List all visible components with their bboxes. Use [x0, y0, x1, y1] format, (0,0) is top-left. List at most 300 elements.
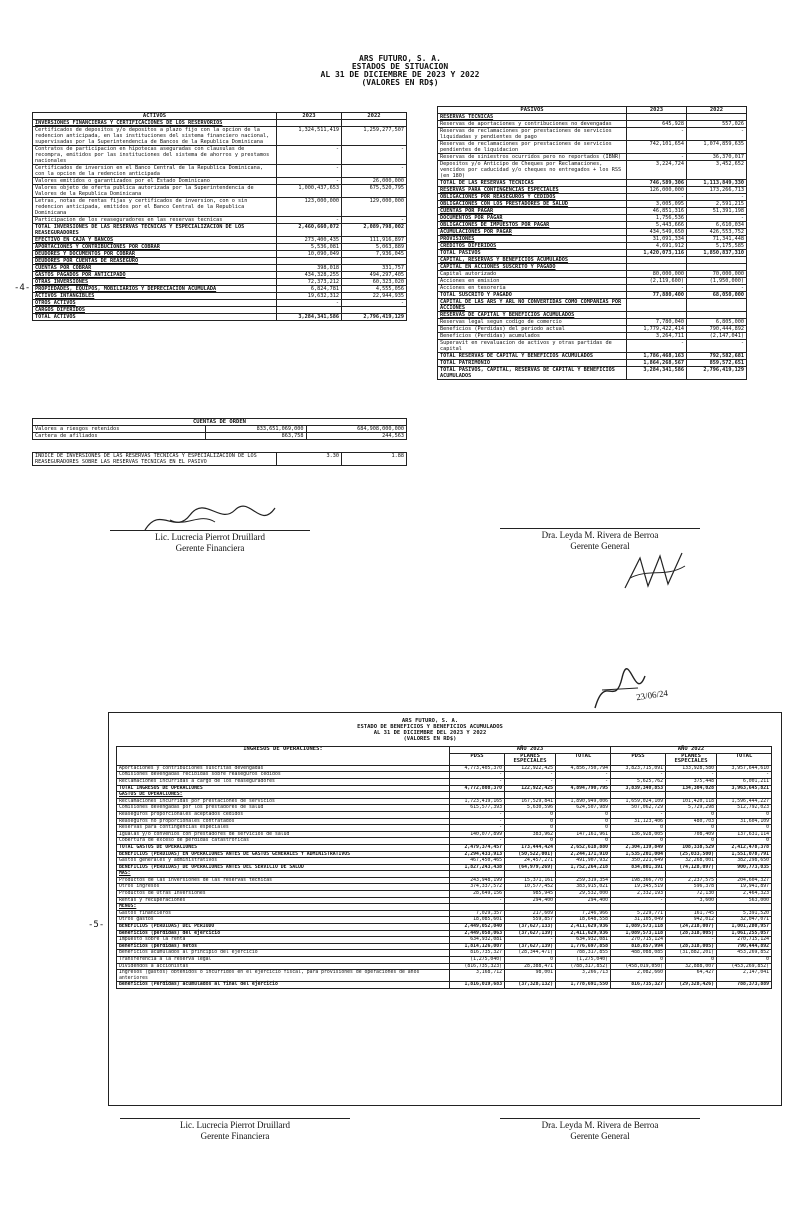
- row-value: 1,814,126,007: [450, 943, 505, 950]
- row-value: 60,323,020: [342, 279, 407, 286]
- row-value: [611, 904, 666, 911]
- row-label: DOCUMENTOS POR PAGAR: [438, 215, 627, 222]
- p1-unit-line: (VALORES EN RD$): [361, 78, 439, 87]
- row-value: 3,266,713: [556, 970, 611, 982]
- row-value: 6,805,000: [687, 319, 747, 326]
- row-value: 1,324,511,419: [277, 127, 342, 146]
- row-value: 7,029,357: [450, 910, 505, 917]
- row-label: Beneficios (Perdidas) del periodo actual: [438, 326, 627, 333]
- row-label: Comisiones devengadas recibidas sobre reaseguros cedidos: [117, 772, 450, 779]
- col-head-4: PDSS: [611, 753, 666, 765]
- liability-row: [438, 194, 747, 201]
- col-head-5: PLANES ESPECIALES: [666, 753, 717, 765]
- row-label: BENEFICIOS (PERDIDAS) DEL PERIODO: [117, 924, 450, 931]
- p1-page-marker: -4-: [14, 283, 31, 293]
- row-value: 24,457,271: [505, 858, 556, 865]
- row-label: BENEFICIOS (PERDIDAS) DE OPERACIONES ANTES DEL SERVICIO DE SALUD: [117, 864, 450, 871]
- row-value: 2,412,478,378: [717, 844, 772, 851]
- signature-scribble-right: [620, 548, 690, 593]
- p2-page-marker: -5-: [88, 920, 105, 930]
- row-value: 1,000,437,653: [277, 185, 342, 198]
- p2-unit-line: (VALORES EN RD$): [403, 736, 457, 742]
- p1-sig-right-title: Gerente General: [570, 541, 630, 551]
- p2-sig-right: [490, 1120, 710, 1142]
- row-label: Reservas de siniestros ocurridos pero no reportados (IBNR): [438, 154, 627, 161]
- p2-sig-left: [120, 1120, 350, 1142]
- row-value: [611, 871, 666, 878]
- row-label: EFECTIVO EN CAJA Y BANCOS: [33, 237, 277, 244]
- income-row: [117, 864, 772, 871]
- row-label: Beneficios (perdidas) netos: [117, 943, 450, 950]
- row-value: [717, 871, 772, 878]
- row-value: -: [277, 165, 342, 178]
- income-first-head: INGRESOS DE OPERACIONES:: [117, 747, 450, 766]
- income-row: [117, 851, 772, 858]
- index-label: INDICE DE INVERSIONES DE LAS RESERVAS TECNICAS Y ESPECIALIZACION DE LOS REASEGURADORES SOBRE LAS RESERVAS TECNICAS EN EL PASIVO: [33, 453, 277, 466]
- row-value: 0: [666, 838, 717, 845]
- row-value: 374,337,572: [450, 884, 505, 891]
- row-value: [505, 871, 556, 878]
- row-value: 3,284,341,586: [277, 314, 342, 321]
- income-row: [117, 818, 772, 825]
- row-label: Cartera de afiliados: [33, 433, 206, 440]
- row-value: 167,529,841: [505, 798, 556, 805]
- row-value: 3,284,341,586: [627, 367, 687, 380]
- row-value: 1,259,277,507: [342, 127, 407, 146]
- col-head-2: PLANES ESPECIALES: [505, 753, 556, 765]
- row-value: 204,604,327: [717, 877, 772, 884]
- row-label: DEUDORES Y DOCUMENTOS POR COBRAR: [33, 251, 277, 258]
- row-value: 137,631,114: [717, 831, 772, 838]
- asset-row: [33, 307, 407, 314]
- liability-row: [438, 229, 747, 236]
- row-value: 512,792,023: [717, 805, 772, 812]
- row-value: 1,776,697,858: [556, 943, 611, 950]
- row-value: 742,101,654: [627, 141, 687, 154]
- row-value: 5,536,081: [277, 244, 342, 251]
- row-value: 1,113,849,330: [687, 180, 747, 187]
- row-label: TOTAL ACTIVOS: [33, 314, 277, 321]
- p2-company: ARS FUTURO, S. A.: [401, 718, 459, 724]
- liability-row: [438, 292, 747, 299]
- liability-row: [438, 222, 747, 229]
- row-value: [717, 792, 772, 799]
- row-value: -: [505, 778, 556, 785]
- row-value: 3,839,340,853: [611, 785, 666, 792]
- row-value: 816,735,327: [611, 982, 666, 989]
- row-label: Productos de las inversiones de las reservas tecnicas: [117, 877, 450, 884]
- row-value: 1,850,837,310: [687, 250, 747, 257]
- row-value: (816,735,323): [450, 963, 505, 970]
- row-value: [627, 264, 687, 271]
- row-value: -: [687, 128, 747, 141]
- row-label: Certificados de depositos y/o depositos a plazo fijo con la opcion de la redencion anticipada, en las instituciones del sistema financiero nacional, supervisadas por la Superintendencia de Bancos de la Republica Dominicana: [33, 127, 277, 146]
- income-row: [117, 785, 772, 792]
- row-value: 7,780,040: [627, 319, 687, 326]
- row-value: 259,319,354: [556, 877, 611, 884]
- row-value: 624,507,989: [556, 805, 611, 812]
- row-value: 19,632,312: [277, 293, 342, 300]
- row-label: Valores a riesgos retenidos: [33, 426, 206, 433]
- liability-row: [438, 333, 747, 340]
- col-head-6: TOTAL: [717, 753, 772, 765]
- row-value: 0: [717, 838, 772, 845]
- row-value: [505, 904, 556, 911]
- row-value: 123,000,000: [277, 198, 342, 217]
- row-value: -: [687, 285, 747, 292]
- row-value: 3,224,724: [627, 161, 687, 180]
- liability-row: [438, 243, 747, 250]
- row-value: 64,427: [666, 970, 717, 982]
- row-label: Otros ingresos: [117, 884, 450, 891]
- row-value: 2,479,374,457: [450, 844, 505, 851]
- row-value: 71,341,448: [687, 236, 747, 243]
- col-head-3: TOTAL: [556, 753, 611, 765]
- p1-date-line: AL 31 DE DICIEMBRE DE 2023 Y 2022: [320, 70, 480, 79]
- row-value: 31,123,406: [611, 818, 666, 825]
- row-label: Valores emitidos o garantizados por el Estado Dominicano: [33, 178, 277, 185]
- row-value: 557,026: [687, 121, 747, 128]
- row-value: 0: [717, 825, 772, 832]
- row-value: 134,304,028: [666, 785, 717, 792]
- liability-row: [438, 257, 747, 264]
- row-value: 5,729,298: [666, 805, 717, 812]
- row-value: 111,916,897: [342, 237, 407, 244]
- row-value: (458,019,050): [611, 963, 666, 970]
- p1-company: ARS FUTURO, S. A.: [359, 54, 441, 63]
- row-value: [687, 264, 747, 271]
- row-label: TOTAL INGRESOS DE OPERACIONES: [117, 785, 450, 792]
- row-value: 6,610,034: [687, 222, 747, 229]
- row-label: TOTAL SUSCRITO Y PAGADO: [438, 292, 627, 299]
- row-label: ACTIVOS INTANGIBLES: [33, 293, 277, 300]
- p1-title: ESTADOS DE SITUACION: [351, 62, 449, 71]
- row-label: INVERSIONES FINANCIERAS Y CERTIFICACIONES DE LOS RESERVORIOS: [33, 120, 277, 127]
- row-label: BENEFICIOS (PERDIDAS) EN OPERACIONES ANTES DE GASTOS GENERALES Y ADMINISTRATIVOS: [117, 851, 450, 858]
- row-value: 19,345,519: [611, 884, 666, 891]
- income-row: [117, 924, 772, 931]
- assets-year-a: 2023: [277, 113, 342, 120]
- row-value: 634,932,081: [450, 937, 505, 944]
- row-value: 0: [666, 957, 717, 964]
- row-value: 147,161,961: [556, 831, 611, 838]
- row-value: 51,391,198: [687, 208, 747, 215]
- row-label: Transferencia a la reserva legal: [117, 957, 450, 964]
- asset-row: [33, 272, 407, 279]
- row-value: 494,297,405: [342, 272, 407, 279]
- p2-header: [330, 718, 530, 742]
- income-row: [117, 917, 772, 924]
- row-value: 2,449,052,040: [450, 924, 505, 931]
- row-value: 270,715,124: [611, 937, 666, 944]
- liability-row: [438, 353, 747, 360]
- p2-sig-right-title: Gerente General: [570, 1131, 630, 1141]
- liability-row: [438, 208, 747, 215]
- row-value: 98,001: [505, 970, 556, 982]
- row-value: 72,130: [666, 891, 717, 898]
- row-value: 675,520,795: [342, 185, 407, 198]
- memo-row: [33, 433, 407, 440]
- row-value: 0: [717, 957, 772, 964]
- row-label: TOTAL DE LAS RESERVAS TECNICAS: [438, 180, 627, 187]
- row-value: (24,218,007): [666, 924, 717, 931]
- row-value: 383,962: [505, 831, 556, 838]
- row-label: PROPIEDADES, EQUIPOS, MOBILIARIOS Y DEPRECIACION ACUMULADA: [33, 286, 277, 293]
- row-value: (64,979,269): [505, 864, 556, 871]
- row-label: GASTOS DE OPERACIONES:: [117, 792, 450, 799]
- row-value: 173,444,424: [505, 844, 556, 851]
- row-value: (28,318,005): [666, 930, 717, 937]
- stamp-date: 23/06/24: [635, 687, 669, 703]
- row-value: 634,932,081: [556, 937, 611, 944]
- income-row: [117, 778, 772, 785]
- row-value: 708,409: [666, 831, 717, 838]
- row-value: 122,922,425: [505, 785, 556, 792]
- row-label: Reaseguros no proporcionales contratados: [117, 818, 450, 825]
- row-label: ACUMULACIONES POR PAGAR: [438, 229, 627, 236]
- p2-sig-left-name: Lic. Lucrecia Pierrot Druillard: [180, 1120, 290, 1130]
- row-value: 790,444,892: [687, 326, 747, 333]
- asset-row: [33, 120, 407, 127]
- row-value: 0: [505, 838, 556, 845]
- liability-row: [438, 340, 747, 353]
- row-value: 1,551,078,791: [717, 851, 772, 858]
- row-value: (37,627,139): [505, 930, 556, 937]
- row-value: -: [611, 772, 666, 779]
- income-row: [117, 982, 772, 989]
- income-row: [117, 798, 772, 805]
- row-label: Rentas y recuperaciones: [117, 897, 450, 904]
- row-value: 900,773,035: [717, 864, 772, 871]
- row-value: [342, 307, 407, 314]
- row-label: Acciones en emision: [438, 278, 627, 285]
- row-value: -: [666, 937, 717, 944]
- row-value: 382,298,650: [717, 858, 772, 865]
- asset-row: [33, 178, 407, 185]
- row-value: -: [556, 778, 611, 785]
- row-value: 3,264,711: [627, 333, 687, 340]
- income-row: [117, 904, 772, 911]
- row-value: 1,001,280,957: [717, 924, 772, 931]
- income-row: [117, 891, 772, 898]
- row-value: [627, 299, 687, 312]
- row-value: 0: [611, 838, 666, 845]
- row-label: OBLIGACIONES POR REASEGUROS Y CEDIDOS: [438, 194, 627, 201]
- income-row: [117, 884, 772, 891]
- row-value: 80,000,000: [627, 271, 687, 278]
- p1-header: [300, 55, 500, 87]
- row-value: [342, 258, 407, 265]
- row-value: -: [450, 838, 505, 845]
- row-value: 942,012: [666, 917, 717, 924]
- row-value: 434,328,255: [277, 272, 342, 279]
- row-value: 0: [505, 957, 556, 964]
- row-value: -: [277, 300, 342, 307]
- row-value: [450, 904, 505, 911]
- row-value: 4,555,056: [342, 286, 407, 293]
- income-row: [117, 930, 772, 937]
- row-value: 684,908,000,000: [306, 426, 406, 433]
- row-value: 1,061,255,057: [717, 930, 772, 937]
- assets-header: ACTIVOS: [33, 113, 277, 120]
- row-label: Reservas de reclamaciones por prestaciones de servicios liquidadas y pendientes de pago: [438, 128, 627, 141]
- income-row: [117, 765, 772, 772]
- row-label: Valores objeto de oferta publica autorizada por la Superintendencia de Valores de la Republica Dominicana: [33, 185, 277, 198]
- row-value: 3,957,644,610: [717, 765, 772, 772]
- p2-sig-left-title: Gerente Financiera: [200, 1131, 270, 1141]
- row-value: 7,246,966: [556, 910, 611, 917]
- row-value: 32,888,007: [666, 963, 717, 970]
- income-table: [116, 746, 772, 989]
- row-value: 198,366,770: [611, 877, 666, 884]
- row-value: [717, 904, 772, 911]
- row-value: 5,175,585: [687, 243, 747, 250]
- row-label: CAPITAL DE LAS ARS Y ARL NO CONVERTIDAS COMO COMPAÑIAS POR ACCIONES: [438, 299, 627, 312]
- row-value: 15,371,161: [505, 877, 556, 884]
- row-value: -: [342, 300, 407, 307]
- index-table: [32, 452, 407, 466]
- row-label: CUENTAS POR PAGAR: [438, 208, 627, 215]
- row-value: [556, 871, 611, 878]
- row-value: 491,907,932: [556, 858, 611, 865]
- row-value: 5,443,666: [627, 222, 687, 229]
- row-value: 0: [717, 811, 772, 818]
- row-value: 273,400,435: [277, 237, 342, 244]
- row-value: 7,936,045: [342, 251, 407, 258]
- row-label: Reservas legal segun codigo de comercio: [438, 319, 627, 326]
- row-value: 3,005,095: [627, 201, 687, 208]
- liability-row: [438, 264, 747, 271]
- income-year-a: AÑO 2023: [450, 747, 611, 754]
- row-label: Comisiones devengadas por los prestadores de salud: [117, 805, 450, 812]
- asset-row: [33, 244, 407, 251]
- row-value: 383,915,021: [556, 884, 611, 891]
- row-value: 3,452,652: [687, 161, 747, 180]
- row-value: 559,857: [505, 917, 556, 924]
- row-value: 129,000,000: [342, 198, 407, 217]
- row-label: TOTAL PATRIMONIO: [438, 360, 627, 367]
- income-row: [117, 825, 772, 832]
- row-value: 31,091,334: [627, 236, 687, 243]
- asset-row: [33, 198, 407, 217]
- row-value: 818,857,994: [611, 943, 666, 950]
- row-value: 2,449,058,063: [450, 930, 505, 937]
- row-value: (1,275,040): [556, 957, 611, 964]
- row-value: 5,229,771: [611, 910, 666, 917]
- row-value: 2,294,433,913: [450, 851, 505, 858]
- row-value: -: [687, 194, 747, 201]
- row-label: TOTAL PASIVOS: [438, 250, 627, 257]
- row-value: 507,062,729: [611, 805, 666, 812]
- liability-row: [438, 319, 747, 326]
- row-value: 173,266,713: [687, 187, 747, 194]
- row-label: RESERVAS PARA CONTINGENCIAS ESPECIALES: [438, 187, 627, 194]
- assets-table: [32, 112, 407, 321]
- row-value: 0: [505, 811, 556, 818]
- row-label: Impuesto sobre la renta: [117, 937, 450, 944]
- row-value: 126,000,000: [627, 187, 687, 194]
- row-value: 480,703: [666, 818, 717, 825]
- liability-row: [438, 121, 747, 128]
- row-value: 2,082,660: [611, 970, 666, 982]
- row-value: (1,275,040): [450, 957, 505, 964]
- row-label: TOTAL PASIVOS, CAPITAL, RESERVAS DE CAPITAL Y BENEFICIOS ACUMULADOS: [438, 367, 627, 380]
- row-value: -: [687, 340, 747, 353]
- row-value: [556, 904, 611, 911]
- row-value: [611, 792, 666, 799]
- row-value: 833,651,069,000: [206, 426, 306, 433]
- liability-row: [438, 278, 747, 285]
- row-value: 108,338,529: [666, 844, 717, 851]
- row-value: [627, 257, 687, 264]
- row-value: -: [277, 217, 342, 224]
- p2-sig-left-line: [120, 1118, 350, 1119]
- row-value: 863,758: [206, 433, 306, 440]
- income-row: [117, 844, 772, 851]
- liability-row: [438, 312, 747, 319]
- row-label: Acciones en tesoreria: [438, 285, 627, 292]
- row-label: OTROS ACTIVOS: [33, 300, 277, 307]
- row-value: 10,090,049: [277, 251, 342, 258]
- row-value: (37,627,139): [505, 943, 556, 950]
- row-value: (50,522,001): [505, 851, 556, 858]
- row-value: 859,572,651: [687, 360, 747, 367]
- row-value: -: [277, 146, 342, 165]
- row-value: (29,328,426): [666, 982, 717, 989]
- income-row: [117, 792, 772, 799]
- row-value: 5,063,889: [342, 244, 407, 251]
- row-value: 77,880,400: [627, 292, 687, 299]
- row-value: 0: [666, 811, 717, 818]
- row-value: (1,950,000): [687, 278, 747, 285]
- row-label: Depositos y/o Anticipo de Cheques por Reclamaciones, vencidos por caducidad y/o cheques no entregados + los RSS (en 180): [438, 161, 627, 180]
- liability-row: [438, 128, 747, 141]
- row-value: 68,050,000: [687, 292, 747, 299]
- liability-row: [438, 299, 747, 312]
- row-value: 398,018: [277, 265, 342, 272]
- row-value: 217,609: [505, 910, 556, 917]
- row-value: 2,237,575: [666, 877, 717, 884]
- asset-row: [33, 251, 407, 258]
- row-value: 1,752,264,218: [556, 864, 611, 871]
- liability-row: [438, 215, 747, 222]
- row-value: 244,563: [306, 433, 406, 440]
- liability-row: [438, 114, 747, 121]
- row-value: -: [627, 154, 687, 161]
- row-value: 4,856,750,794: [556, 765, 611, 772]
- p1-sig-left-title: Gerente Financiera: [175, 543, 245, 553]
- row-label: Beneficios acumulados al principio del ejercicio: [117, 950, 450, 957]
- row-label: Cobertura de exceso de perdidas catastroficas: [117, 838, 450, 845]
- row-value: (453,269,852): [717, 963, 772, 970]
- p1-sig-right-line: [500, 528, 700, 529]
- row-value: 29,532,000: [556, 891, 611, 898]
- row-value: [687, 114, 747, 121]
- row-value: [687, 312, 747, 319]
- income-row: [117, 970, 772, 982]
- row-value: [556, 792, 611, 799]
- row-value: 3,168,712: [450, 970, 505, 982]
- row-value: -: [342, 146, 407, 165]
- row-value: 3,600: [666, 897, 717, 904]
- row-value: 72,373,212: [277, 279, 342, 286]
- row-value: 0: [556, 818, 611, 825]
- liabilities-table: [437, 106, 747, 380]
- income-row: [117, 910, 772, 917]
- assets-year-b: 2022: [342, 113, 407, 120]
- row-value: -: [450, 811, 505, 818]
- row-value: 331,757: [342, 265, 407, 272]
